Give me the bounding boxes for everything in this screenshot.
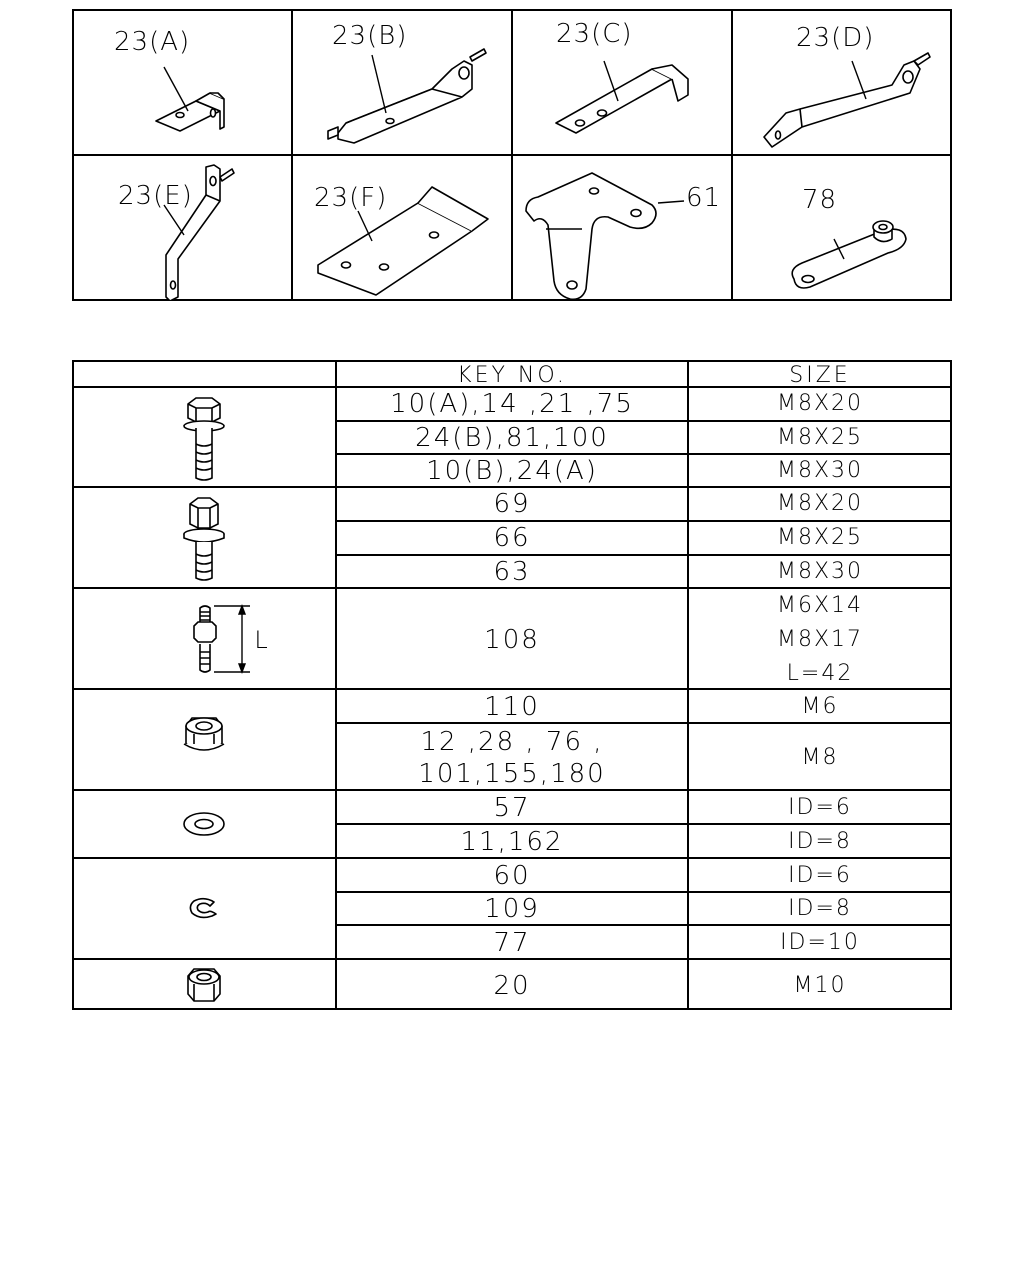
ref-label-61: 61 (686, 183, 722, 213)
size-cell: ID=10 (780, 930, 860, 955)
size-cell: ID=8 (788, 829, 852, 854)
size-cell: M8 (801, 745, 839, 770)
bracket-23f-cell (292, 155, 512, 301)
key-cell: 11,162 (460, 827, 564, 857)
bracket-23e-drawing (72, 155, 292, 301)
ref-label-23e: 23(E) (118, 181, 193, 211)
fastener-table (72, 360, 952, 1010)
key-cell: 108 (484, 625, 540, 655)
parts-grid (72, 9, 952, 301)
snap-ring-icon (186, 896, 222, 922)
size-cell: ID=8 (788, 896, 852, 921)
key-cell: 101,155,180 (418, 759, 606, 789)
size-cell: M8X25 (776, 425, 864, 450)
washer-bolt-icon (180, 494, 228, 582)
key-cell: 57 (493, 793, 531, 823)
key-cell: 63 (493, 557, 531, 587)
bracket-23e-cell (72, 155, 292, 301)
key-cell: 109 (484, 894, 540, 924)
key-cell: 24(B),81,100 (415, 423, 609, 453)
size-cell: M10 (793, 973, 847, 998)
size-cell: M8X20 (776, 491, 864, 516)
dimension-label-l: L (254, 626, 270, 654)
key-cell: 12 ,28 , 76 , (420, 727, 604, 757)
size-cell: ID=6 (788, 863, 852, 888)
hex-nut-icon (184, 966, 224, 1004)
bracket-23a-cell (72, 9, 292, 155)
ref-label-23b: 23(B) (332, 21, 408, 51)
bracket-23c-cell (512, 9, 732, 155)
ref-label-78: 78 (802, 185, 838, 215)
bracket-61-cell (512, 155, 732, 301)
key-cell: 20 (493, 971, 531, 1001)
key-cell: 10(B),24(A) (426, 456, 598, 486)
flange-nut-icon (182, 714, 226, 756)
key-cell: 10(A),14 ,21 ,75 (390, 389, 634, 419)
flat-washer-icon (182, 810, 226, 838)
bracket-23f-drawing (292, 155, 512, 301)
ref-label-23f: 23(F) (314, 183, 388, 213)
size-cell: M6X14 (776, 593, 864, 618)
size-cell: M8X30 (776, 458, 864, 483)
ref-label-23d: 23(D) (796, 23, 875, 53)
bracket-78-cell (732, 155, 952, 301)
bracket-23d-cell (732, 9, 952, 155)
key-cell: 69 (493, 489, 531, 519)
size-cell: M6 (801, 694, 839, 719)
bracket-23b-cell (292, 9, 512, 155)
bracket-61-drawing (512, 155, 732, 301)
size-cell: ID=6 (788, 795, 852, 820)
size-cell: M8X25 (776, 525, 864, 550)
size-cell: M8X20 (776, 391, 864, 416)
ref-label-23a: 23(A) (114, 27, 191, 57)
header-key-no: KEY NO. (457, 363, 567, 388)
key-cell: 60 (493, 861, 531, 891)
size-cell: L=42 (786, 661, 854, 686)
key-cell: 66 (493, 523, 531, 553)
size-cell: M8X30 (776, 559, 864, 584)
bracket-78-drawing (732, 155, 952, 301)
size-cell: M8X17 (776, 627, 864, 652)
key-cell: 110 (484, 692, 540, 722)
key-cell: 77 (493, 928, 531, 958)
flange-bolt-icon (180, 394, 228, 482)
header-size: SIZE (789, 363, 851, 388)
ref-label-23c: 23(C) (556, 19, 633, 49)
